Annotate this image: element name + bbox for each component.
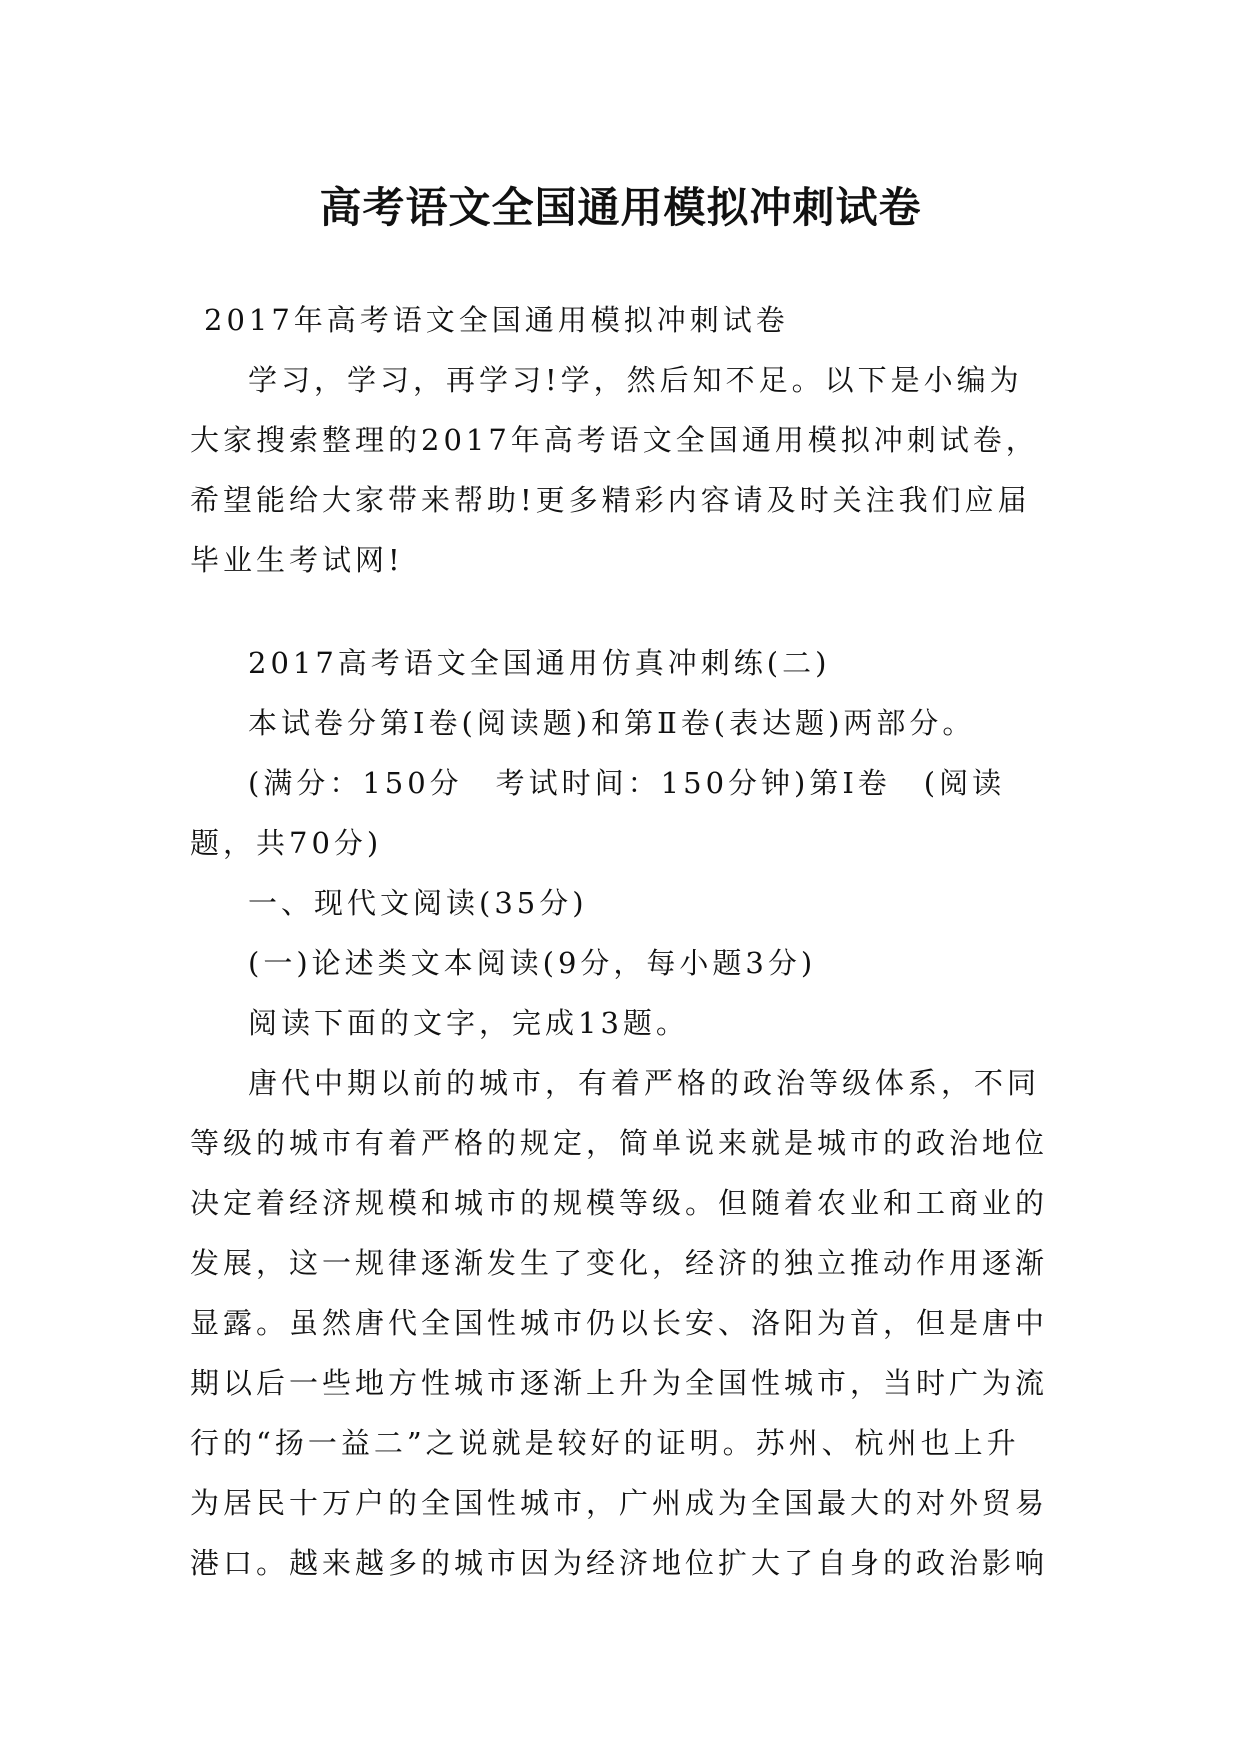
exam-content (190, 633, 1050, 1593)
document-subtitle: 2017年高考语文全国通用模拟冲刺试卷 (204, 303, 789, 337)
section-heading: 2017高考语文全国通用仿真冲刺练(二) (248, 646, 831, 680)
part-one-subheading: (一)论述类文本阅读(9分，每小题3分) (248, 946, 817, 980)
reading-passage: 唐代中期以前的城市，有着严格的政治等级体系，不同等级的城市有着严格的规定，简单说来就是城市的政治地位决定着经济规模和城市的规模等级。但随着农业和工商业的发展，这一规律逐渐发生了变化，经济的独立推动作用逐渐显露。虽然唐代全国性城市仍以长安、洛阳为首，但是唐中期以后一些地方性城市逐渐上升为全国性城市，当时广为流行的“扬一益二”之说就是较好的证明。苏州、杭州也上升为居民十万户的全国性城市，广州成为全国最大的对外贸易港口。越来越多的城市因为经济地位扩大了自身的政治影响 (190, 1066, 1049, 1580)
intro-block (190, 290, 1050, 590)
part-one-heading: 一、现代文阅读(35分) (248, 886, 588, 920)
document-title: 高考语文全国通用模拟冲刺试卷 (319, 183, 922, 233)
intro-paragraph: 学习，学习，再学习!学，然后知不足。以下是小编为大家搜索整理的2017年高考语文全国通用模拟冲刺试卷，希望能给大家带来帮助!更多精彩内容请及时关注我们应届毕业生考试网! (190, 363, 1039, 577)
reading-instruction: 阅读下面的文字，完成13题。 (248, 1006, 689, 1040)
exam-parts-note: 本试卷分第Ⅰ卷(阅读题)和第Ⅱ卷(表达题)两部分。 (248, 706, 976, 740)
exam-info: (满分：150分 考试时间：150分钟)第Ⅰ卷 (阅读题，共70分) (190, 766, 1006, 860)
